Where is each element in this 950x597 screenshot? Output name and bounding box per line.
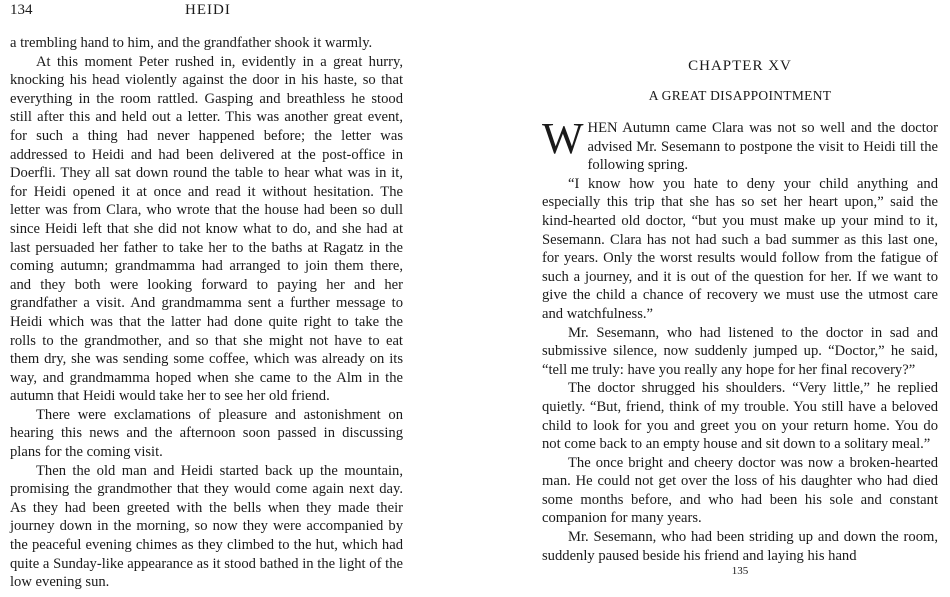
page-number-left: 134 [10, 2, 33, 18]
left-page [10, 0, 403, 592]
page-number-right: 135 [731, 565, 749, 577]
paragraph: a trembling hand to him, and the grandfather shook it warmly. [10, 35, 373, 51]
paragraph: Then the old man and Heidi started back up the mountain, promising the grandmother that they would come again next day. As they had been greeted with the bells when they made their journey down in the morning, so now they were accompanied by the peaceful evening chimes as they climbed to the hut, which had quite a Sunday-like appearance as it stood bathed in the light of the low evening sun. [10, 462, 403, 591]
paragraph: There were exclamations of pleasure and astonishment on hearing this news and the afternoon soon passed in discussing plans for the coming visit. [10, 406, 403, 461]
paragraph: Mr. Sesemann, who had listened to the doctor in sad and submissive silence, now suddenly jumped up. “Doctor,” he said, “tell me truly: have you really any hope for her final recovery?” [542, 324, 938, 378]
paragraph: “I know how you hate to deny your child anything and especially this trip that she has so set her heart upon,” said the kind-hearted old doctor, “but you must make up your mind to it, Sesemann. Clara has not had such a bad summer as this last one, for years. Only the worst results would follow from the fatigue of such a journey, and it is out of the question for her. If we want to give the child a chance of recovery we must use the utmost care and watchfulness.” [542, 175, 938, 322]
right-page-text [542, 114, 938, 565]
paragraph-opening [542, 114, 938, 175]
right-page [542, 0, 938, 577]
paragraph: At this moment Peter rushed in, evidently in a great hurry, knocking his head violently against the door in his haste, so that everything in the room rattled. Gasping and breathless he stood still after this and held out a letter. This was another great event, for such a thing had never happened before; the letter was addressed to Heidi and had been delivered at the post-office in Doerfli. They all sat down round the table to hear what was in it, for Heidi opened it at once and read it without hesitation. The letter was from Clara, who wrote that the house had been so dull since Heidi left that she did not know what to do, and she had at last persuaded her father to take her to the baths at Ragatz in the coming autumn; grandmamma had arranged to join them there, and they both were looking forward to paying her and her grandfather a visit. And grandmamma sent a further message to Heidi which was that the latter had done quite right to take the rolls to the grandmother, and so that she might not have to eat them dry, she was sending some coffee, which was already on its way, and grandmamma hoped when she came to the Alm in the autumn that Heidi would take her to see her old friend. [10, 53, 403, 405]
paragraph: The doctor shrugged his shoulders. “Very little,” he replied quietly. “But, friend, think of my trouble. You still have a beloved child to look for you and greet you on your return home. You do not come back to an empty house and sit down to a solitary meal.” [542, 380, 938, 453]
chapter-number: CHAPTER XV [688, 58, 792, 74]
running-head [10, 0, 403, 22]
drop-cap: W [542, 114, 584, 163]
chapter-title: A GREAT DISAPPOINTMENT [648, 88, 832, 103]
paragraph: The once bright and cheery doctor was now a broken-hearted man. He could not get over the loss of his daughter who had died some months before, and who had been his sole and constant companion for many years. [542, 454, 938, 527]
paragraph: Mr. Sesemann, who had been striding up and down the room, suddenly paused beside his friend and laying his hand [542, 529, 938, 564]
left-page-text [10, 34, 403, 592]
running-title: HEIDI [185, 2, 231, 18]
opening-text: HEN Autumn came Clara was not so well and the doctor advised Mr. Sesemann to postpone the visit to Heidi till the following spring. [587, 120, 938, 174]
